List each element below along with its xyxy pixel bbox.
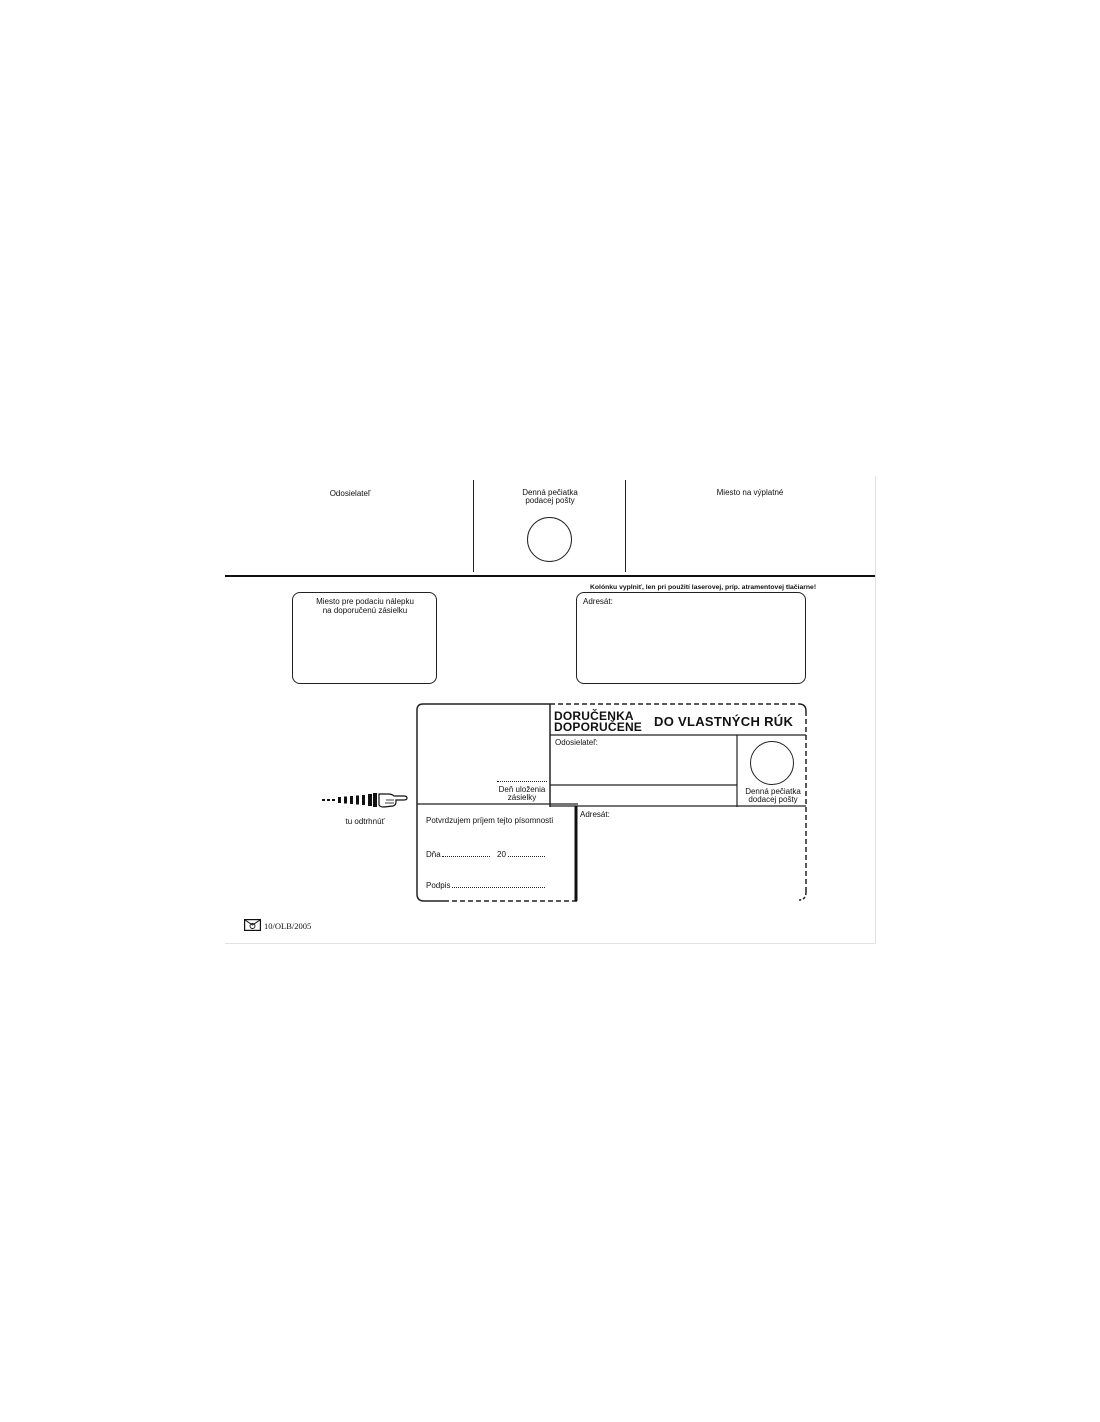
sender-label: Odosielateľ [329, 489, 371, 498]
receipt-title-1: DORUČENKA [554, 709, 634, 723]
pointing-hand-icon [322, 791, 408, 809]
receipt-title-2: DOPORUČENE [554, 720, 643, 734]
deposit-dotted-line [497, 781, 547, 782]
sticker-label-1: Miesto pre podaciu nálepku [316, 597, 414, 606]
postage-label: Miesto na výplatné [716, 488, 784, 497]
posting-stamp-label-1: Denná pečiatka [522, 488, 578, 497]
deposit-label-1: Deň uloženia [498, 785, 546, 794]
date-label: Dňa [426, 850, 441, 859]
delivery-stamp-circle [750, 741, 794, 785]
posting-stamp-label-2: podacej pošty [525, 496, 575, 505]
year-dotted-line [508, 856, 545, 857]
form-code: 10/OLB/2005 [264, 921, 312, 931]
posting-stamp-circle [527, 517, 572, 562]
signature-label: Podpis [426, 881, 451, 890]
divider-right [625, 480, 626, 572]
signature-dotted-line [452, 887, 545, 888]
sheet-edge-bottom [225, 943, 876, 944]
addressee-label: Adresát: [583, 597, 613, 606]
deposit-label-2: zásielky [507, 793, 537, 802]
post-logo-icon [244, 919, 261, 931]
printer-note: Kolónku vyplniť, len pri použití laserovej, príp. atramentovej tlačiarne! [590, 584, 817, 591]
year-label: 20 [497, 850, 506, 859]
confirm-label: Potvrdzujem príjem tejto písomnosti [426, 816, 554, 825]
sheet-edge-right [875, 476, 876, 944]
divider-left [473, 480, 474, 572]
tear-label: tu odtrhnúť [345, 817, 385, 826]
receipt-addressee-label: Adresát: [580, 810, 610, 819]
receipt-sender-label: Odosielateľ: [555, 738, 598, 747]
date-dotted-line [442, 856, 490, 857]
delivery-stamp-label-2: dodacej pošty [748, 795, 798, 804]
receipt-title-3: DO VLASTNÝCH RÚK [654, 714, 794, 729]
sticker-label-2: na doporučenú zásielku [322, 606, 408, 615]
fold-line [225, 575, 875, 577]
delivery-stamp-label-1: Denná pečiatka [745, 787, 801, 796]
